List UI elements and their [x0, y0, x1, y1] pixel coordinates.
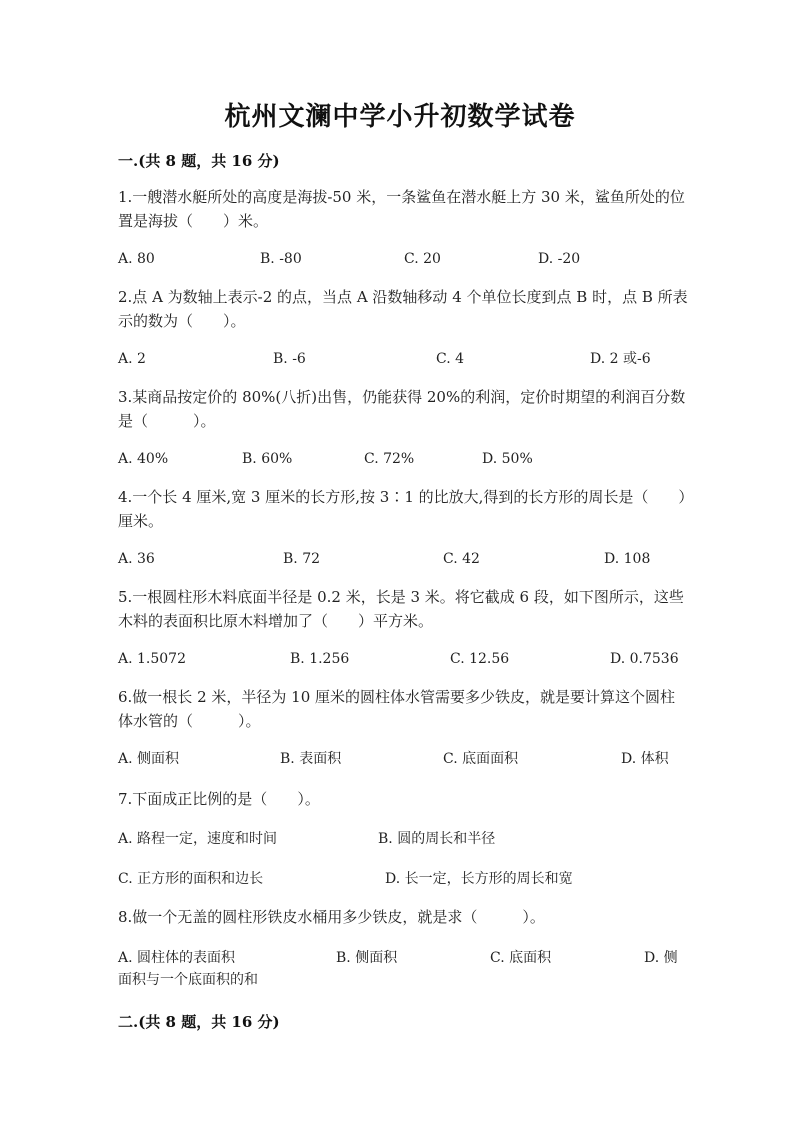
question-6-stem: 6.做一根长 2 米，半径为 10 厘米的圆柱体水管需要多少铁皮，就是要计算这个圆柱体水管的（ ）。 [118, 688, 676, 730]
question-1-options [118, 247, 688, 271]
question-7-option-d: D. 长一定，长方形的周长和宽 [385, 871, 573, 887]
page-title: 杭州文澜中学小升初数学试卷 [224, 102, 576, 132]
question-1-option-b: B. -80 [260, 251, 302, 267]
section-heading-2: 二.(共 8 题，共 16 分) [118, 1013, 280, 1031]
question-7-options-row-1 [118, 827, 688, 851]
question-4-option-a: A. 36 [118, 551, 155, 567]
question-6-options [118, 747, 688, 771]
question-2-option-c: C. 4 [436, 351, 465, 367]
question-2-option-d: D. 2 或-6 [590, 351, 651, 367]
question-6-option-a: A. 侧面积 [118, 751, 180, 767]
question-7-option-b: B. 圆的周长和半径 [378, 831, 496, 847]
question-2-option-a: A. 2 [118, 351, 146, 367]
question-8-stem: 8.做一个无盖的圆柱形铁皮水桶用多少铁皮，就是求（ ）。 [118, 908, 545, 926]
question-3-option-b: B. 60% [242, 451, 293, 467]
section-heading-1: 一.(共 8 题，共 16 分) [118, 152, 280, 170]
question-3-stem: 3.某商品按定价的 80%(八折)出售，仍能获得 20%的利润，定价时期望的利润百分数是（ ）。 [118, 388, 686, 430]
question-1-option-a: A. 80 [118, 251, 155, 267]
question-4-option-d: D. 108 [604, 551, 651, 567]
question-3-option-d: D. 50% [482, 451, 533, 467]
question-8-option-b: B. 侧面积 [336, 950, 398, 966]
question-7-options-row-2 [118, 867, 688, 891]
question-2-stem: 2.点 A 为数轴上表示-2 的点，当点 A 沿数轴移动 4 个单位长度到点 B 时，点 B 所表示的数为（ ）。 [118, 288, 688, 330]
question-1-stem: 1.一艘潜水艇所处的高度是海拔-50 米，一条鲨鱼在潜水艇上方 30 米，鲨鱼所处的位置是海拔（ ）米。 [118, 188, 685, 230]
question-5-option-d: D. 0.7536 [610, 651, 679, 667]
question-5-options [118, 647, 688, 671]
question-5-option-b: B. 1.256 [290, 651, 350, 667]
question-4-option-b: B. 72 [283, 551, 321, 567]
question-4-options [118, 547, 688, 571]
question-1-option-d: D. -20 [538, 251, 581, 267]
question-3-option-c: C. 72% [364, 451, 415, 467]
question-8-option-a: A. 圆柱体的表面积 [118, 950, 236, 966]
question-2-options [118, 347, 688, 371]
question-5-option-a: A. 1.5072 [118, 651, 186, 667]
question-7-stem: 7.下面成正比例的是（ ）。 [118, 790, 320, 808]
question-7-option-a: A. 路程一定，速度和时间 [118, 831, 278, 847]
question-7-option-c: C. 正方形的面积和边长 [118, 871, 264, 887]
question-5-option-c: C. 12.56 [450, 651, 510, 667]
question-6-option-b: B. 表面积 [280, 751, 342, 767]
question-4-option-c: C. 42 [443, 551, 480, 567]
question-8-option-d: D. 侧面积与一个底面积的和 [118, 950, 678, 988]
question-4-stem: 4.一个长 4 厘米,宽 3 厘米的长方形,按 3∶1 的比放大,得到的长方形的周长是（ ）厘米。 [118, 488, 686, 530]
question-3-options [118, 447, 688, 471]
question-8-option-c: C. 底面积 [490, 950, 552, 966]
question-6-option-d: D. 体积 [621, 751, 669, 767]
question-1-option-c: C. 20 [404, 251, 441, 267]
question-6-option-c: C. 底面面积 [443, 751, 519, 767]
question-5-stem: 5.一根圆柱形木料底面半径是 0.2 米，长是 3 米。将它截成 6 段，如下图所示，这些木料的表面积比原木料增加了（ ）平方米。 [118, 588, 684, 630]
question-2-option-b: B. -6 [273, 351, 306, 367]
question-3-option-a: A. 40% [118, 451, 169, 467]
